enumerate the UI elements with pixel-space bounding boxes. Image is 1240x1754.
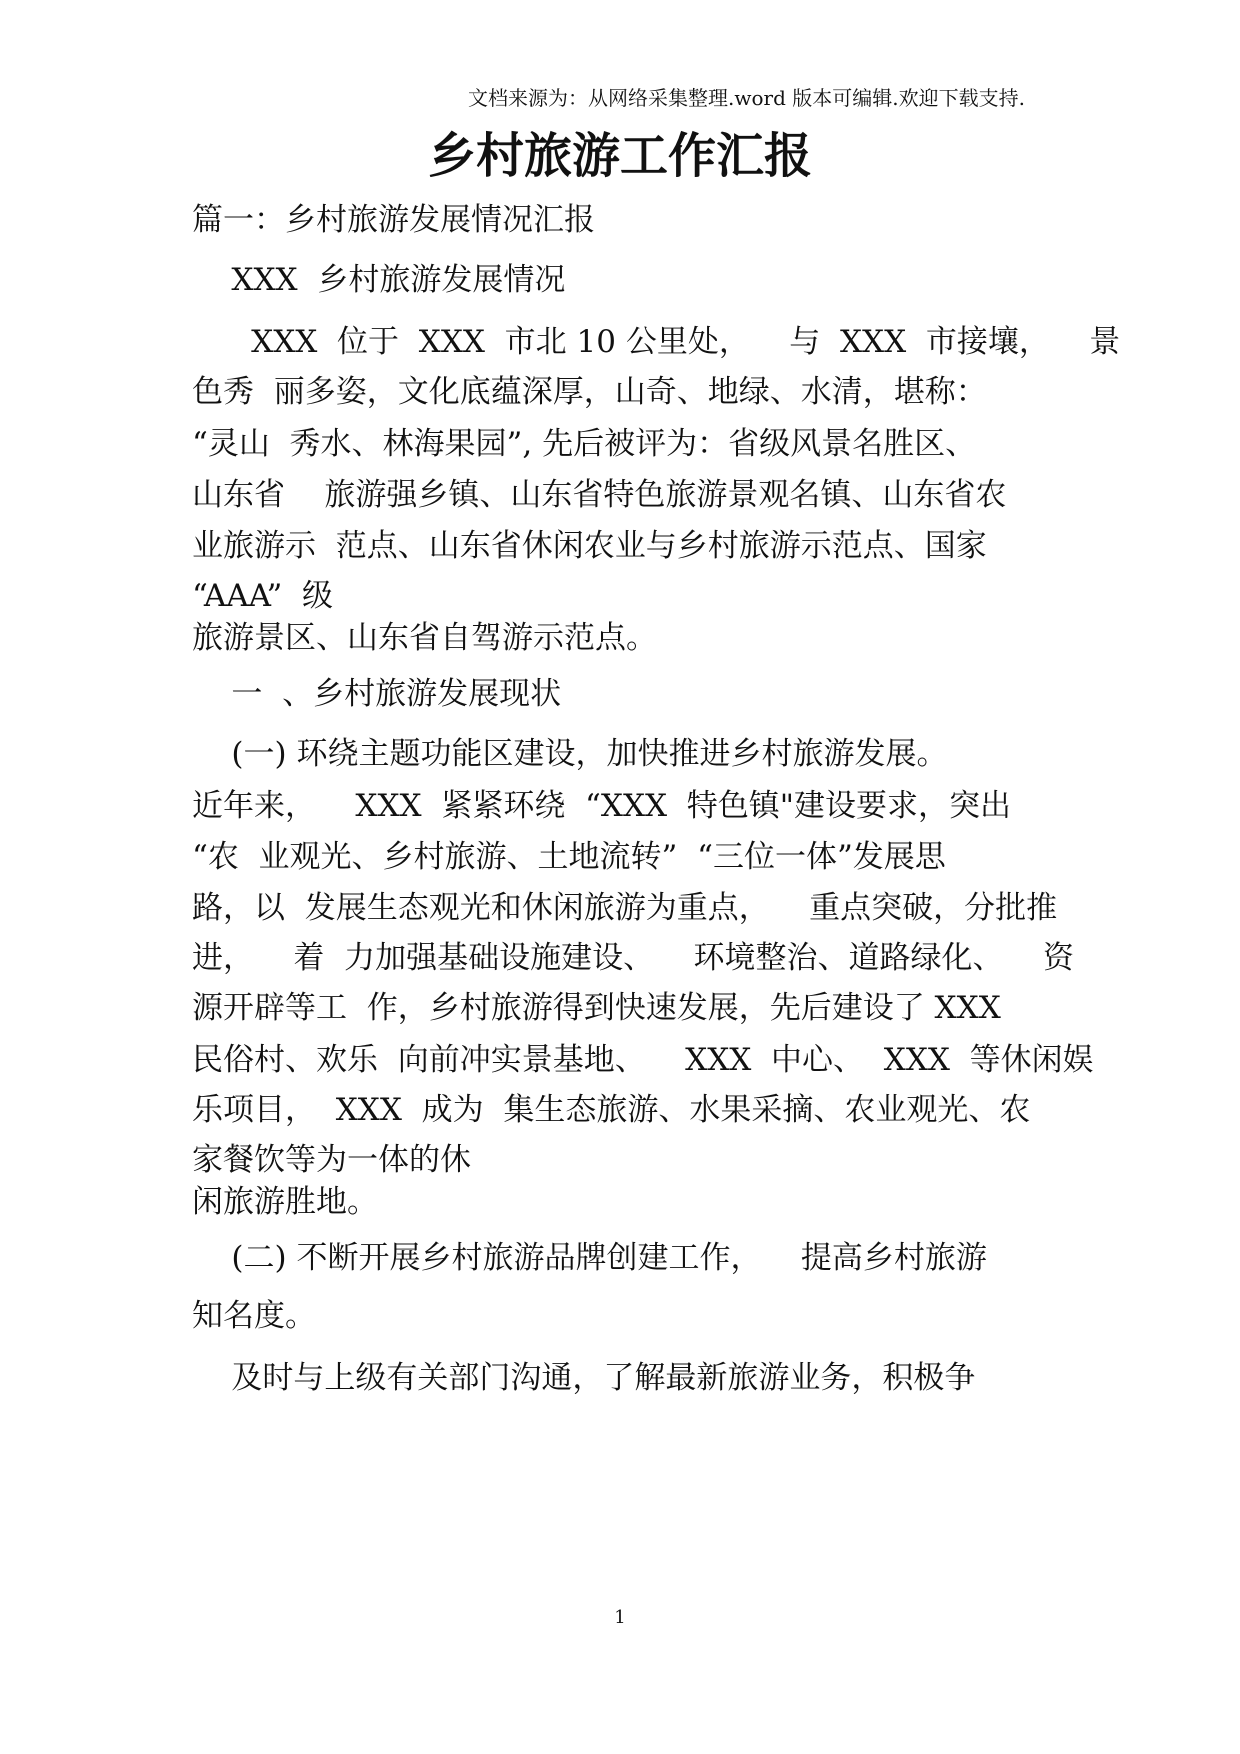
text-line: 近年来， XXX 紧紧环绕 “XXX 特色镇"建设要求，突出 xyxy=(192,788,1012,824)
text-line: 家餐饮等为一体的休 xyxy=(192,1142,471,1178)
text-line: 及时与上级有关部门沟通，了解最新旅游业务，积极争 xyxy=(192,1360,976,1396)
text-line: 知名度。 xyxy=(192,1298,316,1334)
text-line: XXX 位于 XXX 市北 10 公里处， 与 XXX 市接壤， 景 xyxy=(192,324,1121,360)
text-line: 色秀 丽多姿，文化底蕴深厚，山奇、地绿、水清，堪称： xyxy=(192,374,987,410)
text-line: XXX 乡村旅游发展情况 xyxy=(192,262,566,298)
text-line: 民俗村、欢乐 向前冲实景基地、 XXX 中心、 XXX 等休闲娱 xyxy=(192,1042,1094,1078)
text-line: 山东省 旅游强乡镇、山东省特色旅游景观名镇、山东省农 xyxy=(192,477,1007,513)
text-line: “灵山 秀水、林海果园”, 先后被评为：省级风景名胜区、 xyxy=(192,426,977,462)
text-line: 业旅游示 范点、山东省休闲农业与乡村旅游示范点、国家 xyxy=(192,528,987,564)
text-line: 篇一：乡村旅游发展情况汇报 xyxy=(192,202,595,238)
text-line: 闲旅游胜地。 xyxy=(192,1184,378,1220)
text-line: 路，以 发展生态观光和休闲旅游为重点， 重点突破，分批推 xyxy=(192,890,1058,926)
text-line: 源开辟等工 作，乡村旅游得到快速发展，先后建设了 XXX xyxy=(192,990,1001,1026)
text-line: (一) 环绕主题功能区建设，加快推进乡村旅游发展。 xyxy=(192,736,948,772)
text-line: 乐项目， XXX 成为 集生态旅游、水果采摘、农业观光、农 xyxy=(192,1092,1031,1128)
source-note: 文档来源为：从网络采集整理.word 版本可编辑.欢迎下载支持. xyxy=(468,86,1025,110)
text-line: 进， 着 力加强基础设施建设、 环境整治、道路绿化、 资 xyxy=(192,940,1074,976)
document-title: 乡村旅游工作汇报 xyxy=(427,128,812,184)
text-line: (二) 不断开展乡村旅游品牌创建工作， 提高乡村旅游 xyxy=(192,1240,987,1276)
text-line: 旅游景区、山东省自驾游示范点。 xyxy=(192,620,657,656)
page-number: 1 xyxy=(614,1607,626,1628)
text-line: 一 、乡村旅游发展现状 xyxy=(192,676,562,712)
text-line: “农 业观光、乡村旅游、土地流转” “三位一体”发展思 xyxy=(192,839,946,875)
text-line: “AAA” 级 xyxy=(192,578,334,614)
